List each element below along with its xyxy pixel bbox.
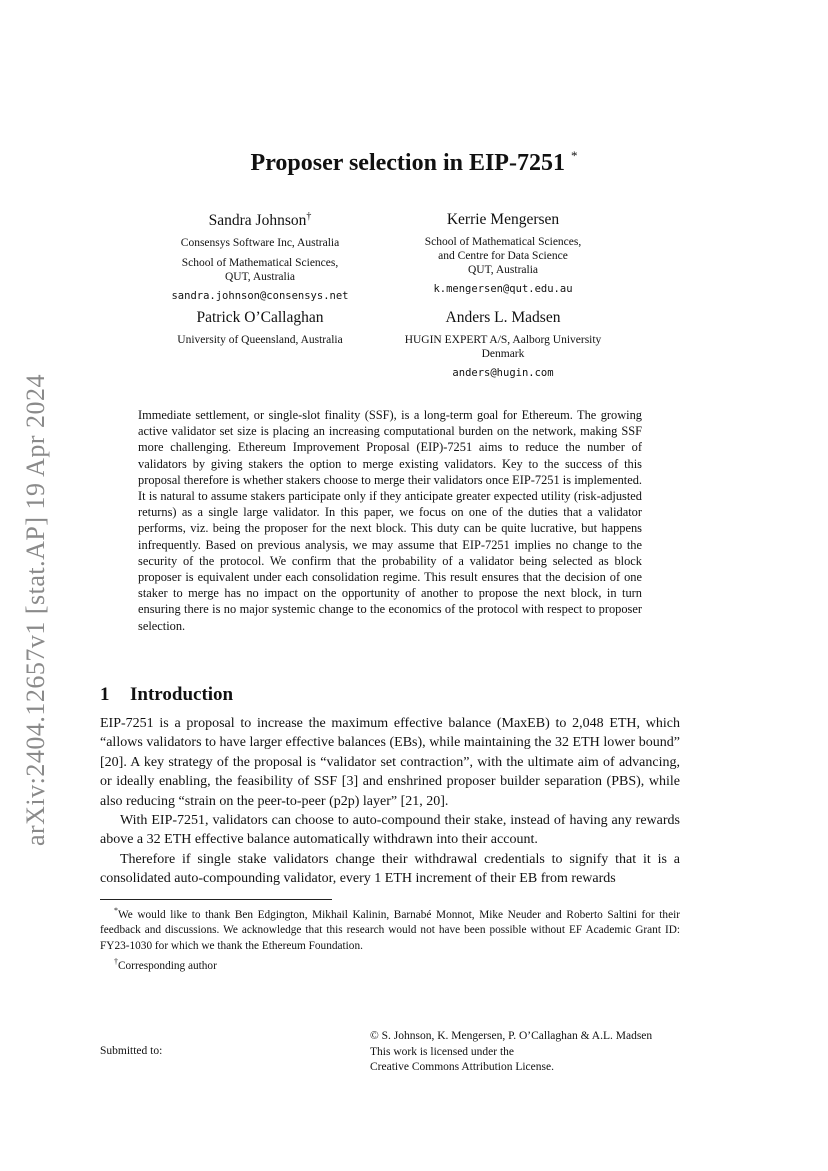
- footnotes: [100, 903, 680, 975]
- footnote-mark: †: [114, 957, 118, 967]
- affiliation-line: HUGIN EXPERT A/S, Aalborg University: [404, 334, 602, 346]
- arxiv-identifier: arXiv:2404.12657v1 [stat.AP] 19 Apr 2024: [21, 373, 50, 847]
- license-line: This work is licensed under the: [370, 1045, 515, 1058]
- section-number: 1: [100, 684, 110, 705]
- author-affiliation: [393, 333, 613, 361]
- footnote-acknowledgements: [100, 903, 680, 954]
- author-block-madsen: [393, 309, 613, 379]
- corresponding-author-mark: †: [306, 211, 312, 222]
- affiliation-line: School of Mathematical Sciences,: [424, 236, 582, 248]
- author-email[interactable]: anders@hugin.com: [452, 367, 554, 379]
- footnote-text: Corresponding author: [118, 960, 217, 973]
- license-notice: [370, 1029, 652, 1076]
- paper-title-text: Proposer selection in EIP-7251: [250, 150, 565, 176]
- affiliation-line: School of Mathematical Sciences,: [181, 257, 339, 270]
- author-block-johnson: [160, 211, 360, 302]
- affiliation-line: University of Queensland, Australia: [177, 334, 343, 346]
- affiliation-line: and Centre for Data Science: [438, 250, 568, 262]
- author-block-mengersen: [403, 211, 603, 295]
- author-name: [393, 309, 613, 327]
- author-affiliation: [160, 236, 360, 250]
- paragraph: Therefore if single stake validators change their withdrawal credentials to signify that it is a consolidated auto-compounding validator, every 1 ETH increment of their EB from rewards: [100, 851, 680, 887]
- section-title: Introduction: [130, 684, 234, 705]
- author-name: [403, 211, 603, 229]
- author-name-text: Kerrie Mengersen: [446, 211, 560, 228]
- introduction-body: [100, 714, 680, 889]
- author-name-text: Sandra Johnson: [208, 212, 307, 230]
- paragraph: With EIP-7251, validators can choose to auto-compound their stake, instead of having any rewards above a 32 ETH effective balance automatically withdrawn into their account.: [100, 813, 680, 848]
- affiliation-line: QUT, Australia: [467, 264, 539, 276]
- author-name-text: Patrick O’Callaghan: [196, 309, 324, 326]
- author-name-text: Anders L. Madsen: [445, 309, 561, 326]
- footnote-text: We would like to thank Ben Edgington, Mikhail Kalinin, Barnabé Monnot, Mike Neuder and Roberto Saltini for their feedback and discussions. We acknowledge that this research would not have been possible without EF Academic Grant ID: FY23-1030 for which we thank the Ethereum Foundation.: [100, 908, 680, 952]
- abstract: Immediate settlement, or single-slot finality (SSF), is a long-term goal for Ethereum. The growing active validator set size is placing an increasing computational burden on the network, making SSF more challenging. Ethereum Improvement Proposal (EIP)-7251 aims to reduce the number of validators by giving stakers the option to merge existing validators. Key to the success of this proposal therefore is whether stakers choose to merge their validators once EIP-7251 is implemented. It is natural to assume stakers participate only if they anticipate greater expected utility (risk-adjusted returns) as a single large validator. In this paper, we focus on one of the duties that a validator performs, viz. being the proposer for the next block. This duty can be quite lucrative, but happens infrequently. Based on previous analysis, we may assume that EIP-7251 implies no change to the security of the protocol. We confirm that the probability of a validator being selected as block proposer is equivalent under each consolidation regime. This result ensures that the decision of one staker to merge has no impact on the opportunity of another to propose the next block, in turn ensuring there is no major systemic change to the economics of the protocol with respect to proposer selection.: [138, 408, 642, 633]
- section-heading-introduction: [100, 684, 233, 706]
- paragraph: EIP-7251 is a proposal to increase the maximum effective balance (MaxEB) to 2,048 ETH, which “allows validators to have larger effective balances (EBs), while maintaining the 32 ETH lower bound” [20]. A key strategy of the proposal is “validator set contraction”, with the ultimate aim of advancing, or ideally enabling, the feasibility of SSF [3] and enshrined proposer builder separation (PBS), while also reducing “strain on the peer-to-peer (p2p) layer” [21, 20].: [100, 716, 680, 809]
- footnote-rule: [100, 899, 332, 900]
- affiliation-line: QUT, Australia: [224, 271, 296, 284]
- copyright-line: © S. Johnson, K. Mengersen, P. O’Callaghan & A.L. Madsen: [370, 1030, 653, 1042]
- arxiv-sidebar-stamp: [18, 360, 54, 860]
- affiliation-line: Consensys Software Inc, Australia: [180, 237, 340, 250]
- author-block-ocallaghan: [160, 309, 360, 347]
- submitted-to: Submitted to:: [100, 1045, 163, 1057]
- author-affiliation: [403, 235, 603, 277]
- author-affiliation-2: [160, 256, 360, 284]
- footnote-corresponding: [100, 954, 680, 974]
- paper-title: [0, 148, 828, 177]
- author-name: [160, 211, 360, 230]
- affiliation-line: Denmark: [481, 348, 525, 360]
- title-footnote-mark: *: [570, 148, 578, 163]
- author-name: [160, 309, 360, 327]
- author-email[interactable]: sandra.johnson@consensys.net: [171, 290, 349, 303]
- footnote-mark: *: [114, 906, 118, 915]
- author-email[interactable]: k.mengersen@qut.edu.au: [433, 283, 573, 295]
- license-link[interactable]: Creative Commons Attribution License.: [370, 1061, 554, 1073]
- author-affiliation: [160, 333, 360, 347]
